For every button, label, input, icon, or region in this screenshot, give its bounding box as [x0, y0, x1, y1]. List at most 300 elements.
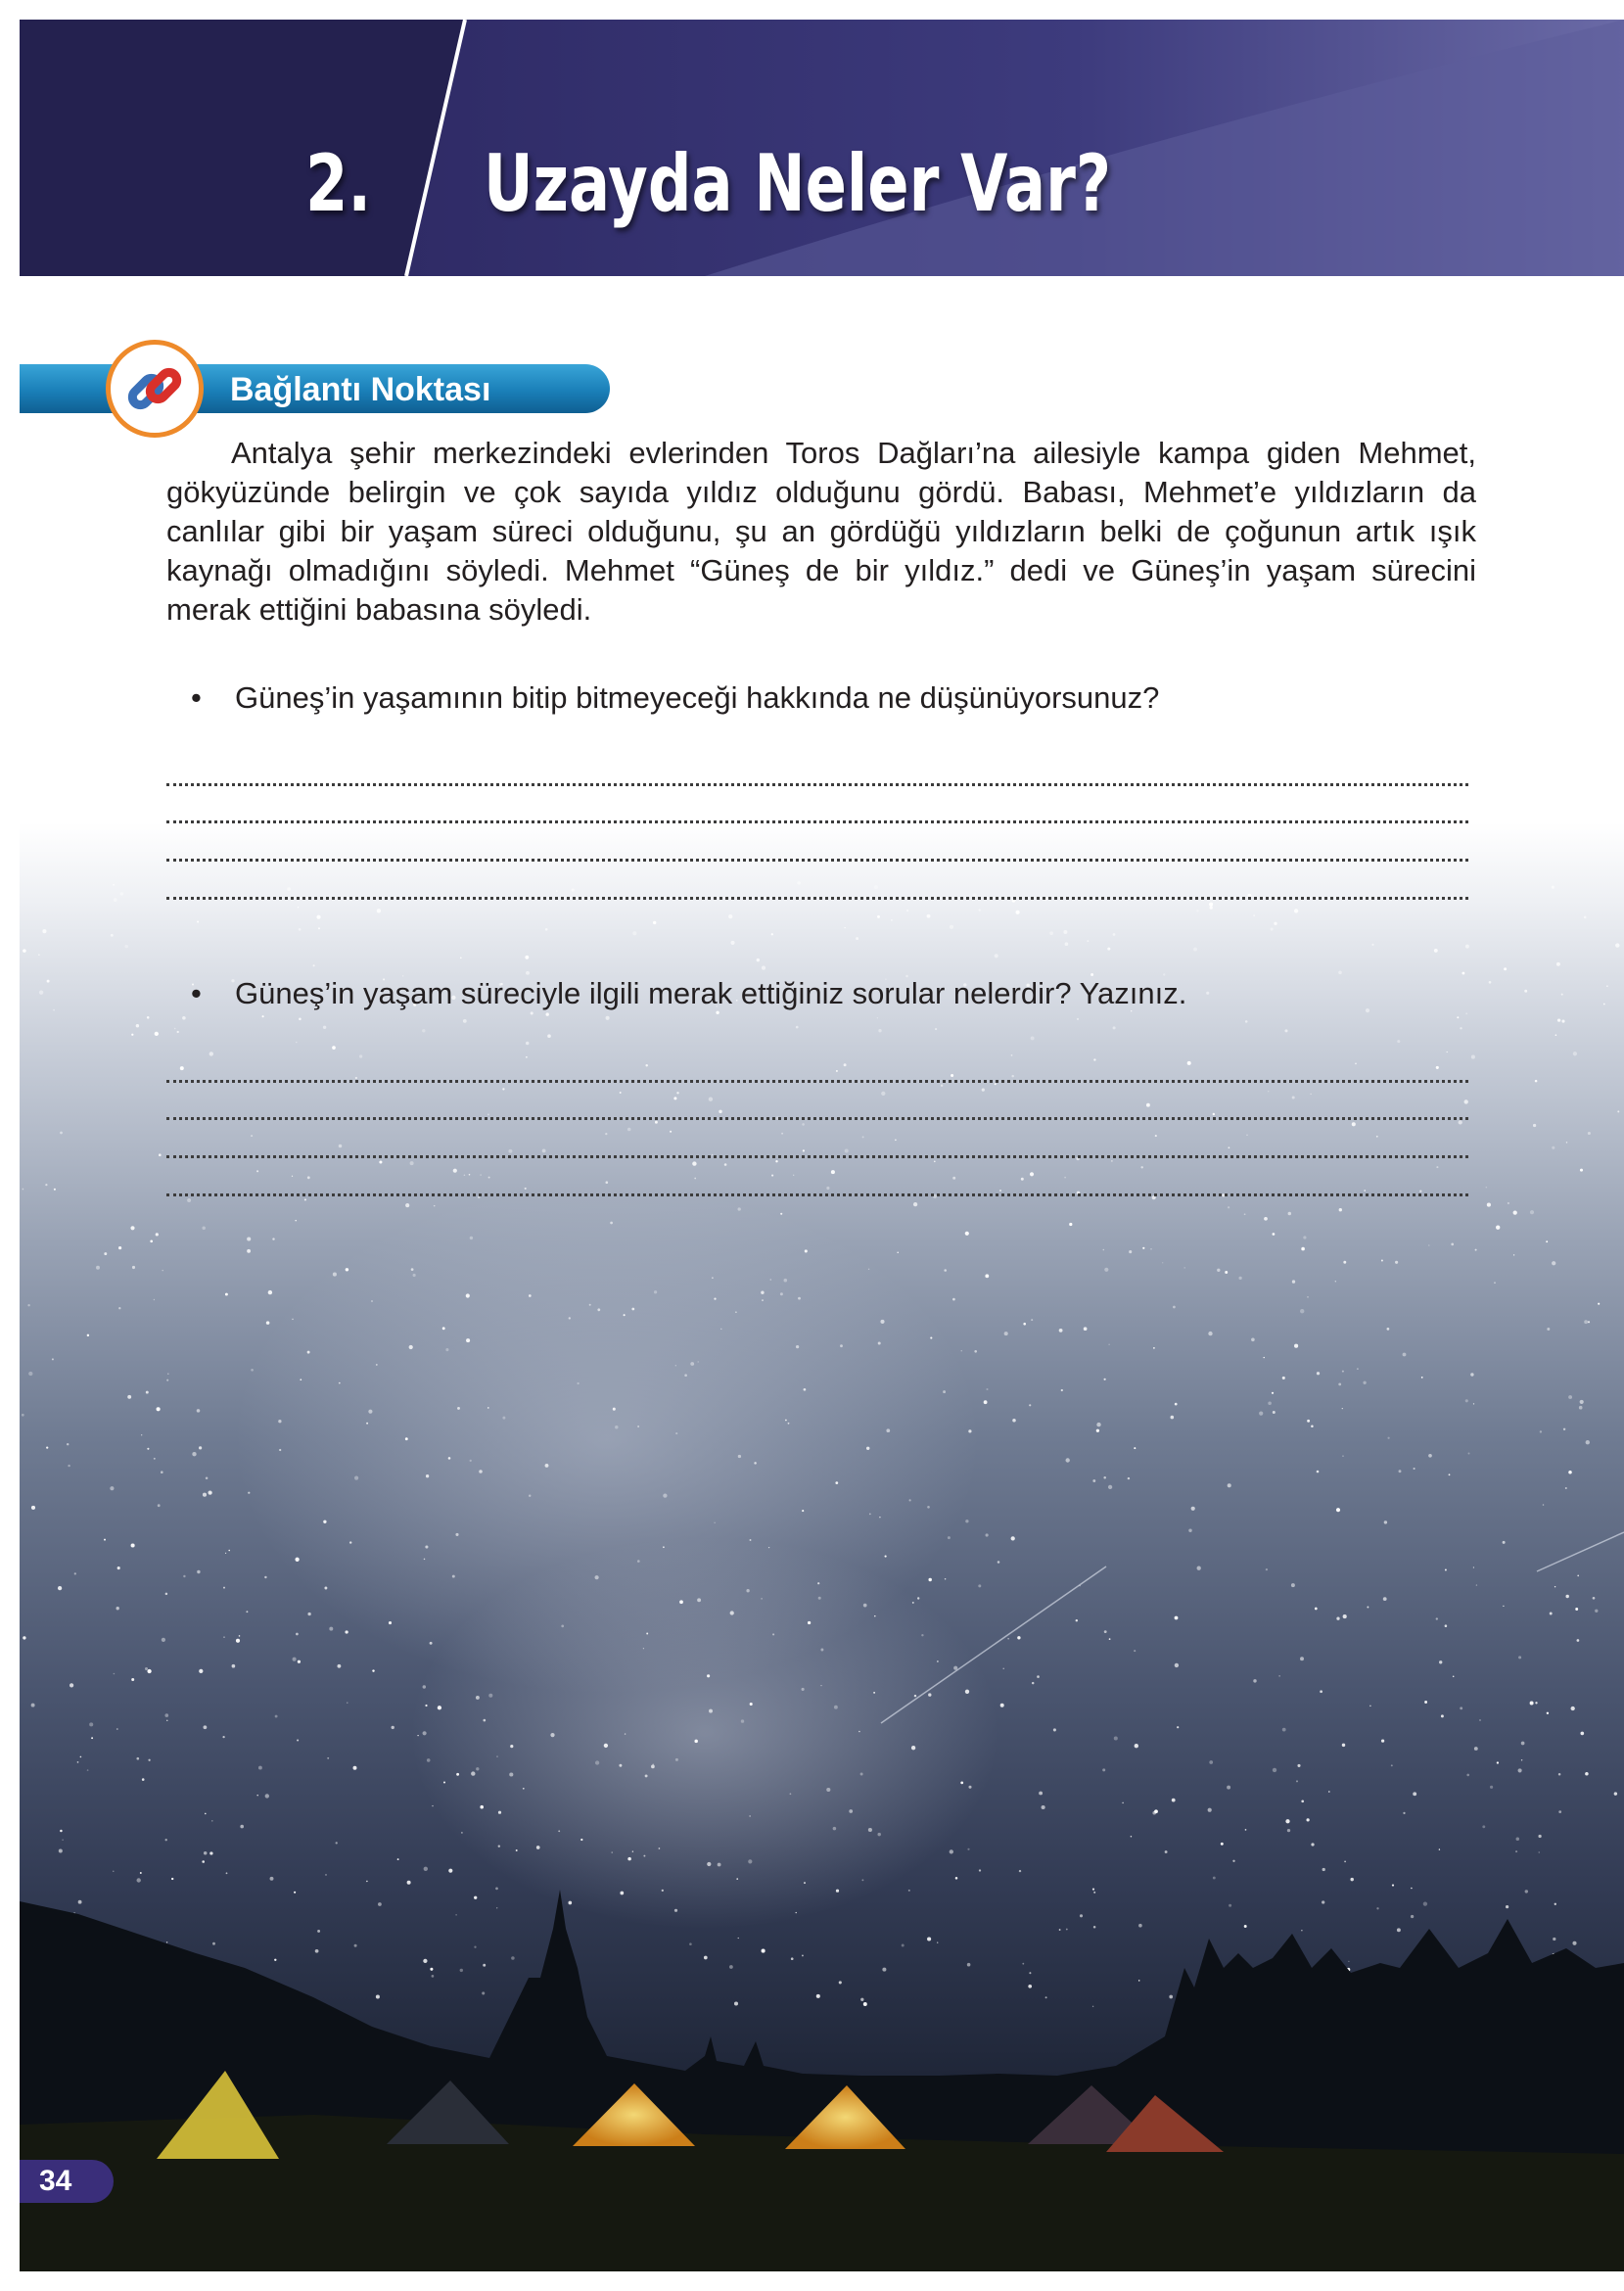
star: [1381, 1260, 1383, 1262]
star: [1268, 1091, 1269, 1092]
star: [1228, 1206, 1230, 1208]
answer-line[interactable]: [166, 1117, 1468, 1120]
star: [162, 1638, 165, 1642]
star: [202, 1227, 206, 1231]
star: [332, 1046, 336, 1050]
star: [1535, 1080, 1538, 1083]
star: [836, 1890, 839, 1893]
star: [891, 919, 893, 921]
star: [1554, 1586, 1555, 1587]
star: [1530, 1210, 1534, 1214]
star: [137, 1878, 141, 1882]
star: [979, 909, 981, 911]
star: [902, 1944, 905, 1947]
star: [1369, 1706, 1370, 1707]
star: [270, 1877, 274, 1881]
star: [124, 945, 128, 949]
star: [675, 1758, 678, 1761]
star: [653, 921, 656, 924]
star: [298, 1660, 301, 1663]
star: [155, 1032, 159, 1036]
star: [483, 1719, 486, 1722]
star: [995, 954, 998, 958]
star: [738, 1938, 739, 1939]
star: [1193, 948, 1197, 952]
star: [278, 1420, 281, 1423]
star: [1271, 927, 1274, 930]
star: [1311, 1426, 1314, 1428]
answer-line[interactable]: [166, 897, 1468, 900]
star: [1397, 1040, 1400, 1043]
star: [1524, 990, 1527, 993]
star: [516, 1849, 518, 1851]
star: [1093, 1892, 1095, 1894]
star: [1165, 1850, 1168, 1853]
star: [572, 889, 575, 892]
star: [790, 1793, 792, 1795]
star: [333, 1273, 337, 1277]
star: [690, 1362, 694, 1366]
star: [1506, 1905, 1508, 1908]
star: [1042, 1805, 1045, 1809]
star: [432, 1805, 433, 1806]
star: [212, 1942, 215, 1945]
star: [525, 1188, 527, 1190]
star: [1114, 1736, 1118, 1740]
star: [495, 1888, 498, 1891]
star: [1384, 1520, 1387, 1523]
star: [1322, 1900, 1324, 1903]
star: [1508, 1202, 1509, 1204]
star: [589, 1304, 591, 1306]
star: [266, 1321, 270, 1325]
star: [775, 1160, 777, 1162]
star: [1197, 1566, 1201, 1570]
star: [324, 1587, 327, 1590]
star: [1466, 1774, 1469, 1777]
star: [295, 1558, 299, 1562]
star: [1032, 1682, 1034, 1684]
star: [1138, 1924, 1142, 1928]
star: [798, 1297, 801, 1300]
star: [967, 1963, 971, 1967]
star: [1513, 1254, 1514, 1255]
star: [862, 1136, 864, 1138]
star: [720, 1329, 721, 1330]
star: [1138, 1980, 1140, 1982]
star: [1339, 1208, 1342, 1211]
star: [631, 1308, 634, 1311]
star: [615, 1426, 618, 1428]
star: [730, 941, 734, 945]
star: [498, 1845, 500, 1847]
star: [1460, 1027, 1462, 1029]
star: [1436, 1617, 1438, 1619]
star: [1264, 1217, 1268, 1221]
star: [1188, 1529, 1191, 1532]
star: [780, 1213, 782, 1215]
star: [345, 1630, 348, 1633]
star: [339, 1382, 341, 1384]
star: [995, 1083, 997, 1085]
star: [1264, 1357, 1265, 1358]
star: [1103, 1379, 1105, 1380]
star: [912, 1602, 914, 1604]
star: [1465, 1012, 1467, 1014]
star: [738, 1207, 741, 1210]
star: [292, 1176, 293, 1177]
star: [113, 884, 115, 886]
star: [192, 1452, 196, 1456]
star: [627, 1857, 631, 1861]
star: [293, 1658, 297, 1661]
star: [140, 1872, 142, 1874]
star: [1061, 1389, 1063, 1391]
star: [1471, 1055, 1475, 1059]
star: [1000, 1704, 1004, 1707]
star: [1292, 1280, 1295, 1283]
star: [1291, 1583, 1295, 1587]
section-header: [20, 331, 626, 448]
star: [1579, 1406, 1583, 1410]
star: [984, 1400, 988, 1404]
star: [60, 1830, 63, 1833]
star: [1011, 1054, 1013, 1056]
star: [1273, 1411, 1276, 1414]
star: [165, 1839, 167, 1841]
star: [1080, 1914, 1083, 1917]
star: [148, 1759, 150, 1761]
star: [1423, 1901, 1427, 1905]
star: [881, 1092, 885, 1096]
star: [1550, 1613, 1553, 1615]
star: [74, 1572, 76, 1574]
answer-line[interactable]: [166, 783, 1468, 786]
star: [878, 1029, 881, 1032]
star: [738, 1455, 741, 1458]
star: [423, 1685, 426, 1688]
star: [1516, 1837, 1520, 1841]
star: [448, 1869, 452, 1873]
star: [1301, 1930, 1302, 1931]
star: [38, 954, 39, 955]
star: [1162, 1262, 1163, 1263]
star: [1107, 948, 1110, 951]
star: [1007, 1638, 1008, 1639]
star: [197, 1570, 200, 1573]
star: [1232, 1860, 1234, 1862]
chain-link-icon: [106, 340, 204, 438]
star: [1059, 1929, 1061, 1931]
star: [1434, 949, 1438, 953]
answer-line[interactable]: [166, 1080, 1468, 1083]
star: [355, 1077, 357, 1079]
star: [605, 1133, 607, 1135]
star: [542, 1148, 546, 1152]
star: [1428, 1244, 1430, 1246]
star: [256, 1795, 258, 1797]
star: [1441, 1714, 1444, 1717]
star: [425, 1705, 427, 1707]
star: [768, 1547, 769, 1548]
star: [840, 1344, 843, 1347]
star: [945, 1578, 947, 1580]
star: [1603, 1004, 1605, 1005]
star: [1029, 1972, 1031, 1974]
star: [734, 2001, 738, 2005]
star: [606, 1016, 610, 1020]
star: [868, 1269, 869, 1270]
star: [863, 1604, 867, 1608]
star: [299, 928, 302, 931]
star: [1381, 1739, 1384, 1742]
star: [1413, 1792, 1416, 1796]
star: [1175, 1616, 1179, 1620]
star: [882, 1968, 886, 1972]
star: [315, 1949, 319, 1953]
star: [378, 1902, 382, 1906]
star: [1465, 1399, 1468, 1402]
star: [268, 1290, 272, 1294]
star: [697, 1598, 701, 1602]
star: [171, 1878, 173, 1880]
star: [118, 1246, 121, 1249]
star: [1092, 1479, 1095, 1482]
star: [77, 1761, 79, 1763]
star: [209, 1492, 211, 1494]
star: [965, 1520, 968, 1522]
star: [968, 1786, 971, 1789]
star: [817, 1582, 819, 1584]
star: [1229, 1146, 1230, 1148]
star: [443, 1782, 445, 1784]
star: [304, 1198, 306, 1200]
answer-line[interactable]: [166, 859, 1468, 862]
star: [960, 1782, 963, 1785]
star: [1285, 1819, 1289, 1823]
star: [1076, 1619, 1078, 1621]
star: [1615, 943, 1619, 947]
star: [643, 1855, 645, 1857]
star: [718, 1863, 721, 1867]
star: [205, 1813, 207, 1815]
star: [1343, 1261, 1346, 1264]
star: [808, 1621, 811, 1624]
star: [1363, 1381, 1366, 1384]
star: [225, 1553, 226, 1554]
star: [423, 1959, 427, 1963]
star: [610, 1222, 613, 1225]
star: [318, 927, 320, 929]
star: [240, 1825, 244, 1829]
star: [1336, 1508, 1340, 1512]
star: [247, 1249, 251, 1253]
star: [833, 1827, 837, 1831]
star: [655, 1121, 658, 1124]
star: [1563, 1428, 1565, 1430]
star: [606, 1181, 609, 1184]
star: [676, 1092, 678, 1094]
star: [164, 1713, 168, 1717]
star: [1109, 1638, 1111, 1640]
star: [1566, 1142, 1567, 1143]
star: [1187, 1061, 1191, 1065]
star: [595, 1575, 599, 1579]
star: [154, 1299, 155, 1300]
star: [147, 1016, 150, 1019]
star: [951, 1074, 953, 1077]
star: [476, 1767, 479, 1770]
star: [453, 1169, 457, 1173]
star: [712, 1277, 713, 1278]
star: [1108, 1485, 1112, 1489]
star: [1580, 1400, 1584, 1404]
star: [1348, 1961, 1349, 1962]
star: [694, 1740, 698, 1744]
star: [1245, 1829, 1247, 1831]
star: [663, 1493, 667, 1497]
star: [141, 1434, 142, 1435]
star: [1003, 1668, 1004, 1669]
star: [1251, 1337, 1255, 1341]
star: [174, 1028, 176, 1030]
star: [1122, 1802, 1124, 1804]
star: [1221, 1843, 1224, 1846]
star: [131, 1678, 134, 1681]
star: [474, 1946, 476, 1948]
star: [1064, 1177, 1066, 1179]
star: [1301, 1800, 1304, 1802]
star: [620, 1892, 624, 1895]
star: [577, 1382, 579, 1384]
star: [411, 1268, 414, 1271]
star: [845, 1148, 849, 1152]
star: [1572, 1941, 1576, 1945]
star: [944, 1269, 947, 1272]
star: [166, 1941, 167, 1942]
star: [248, 1492, 250, 1494]
star: [545, 928, 548, 931]
star: [985, 1274, 989, 1278]
star: [654, 1290, 657, 1293]
star: [430, 1642, 433, 1645]
star: [1087, 940, 1089, 942]
star: [736, 1878, 738, 1880]
star: [496, 1755, 498, 1757]
star: [820, 1685, 821, 1686]
star: [502, 1417, 505, 1420]
star: [379, 1160, 382, 1163]
star: [1571, 1707, 1575, 1710]
star: [1300, 1309, 1304, 1313]
star: [27, 1304, 29, 1306]
star: [487, 1113, 489, 1115]
star: [461, 1832, 463, 1834]
star: [1387, 1328, 1390, 1331]
star: [154, 1458, 156, 1460]
star: [1229, 1904, 1231, 1907]
star: [42, 929, 46, 933]
star: [132, 1266, 135, 1269]
star: [1294, 1344, 1298, 1348]
star: [1552, 886, 1554, 889]
star: [796, 1345, 799, 1348]
star: [663, 1546, 665, 1548]
star: [1482, 1825, 1485, 1828]
star: [197, 921, 199, 923]
star: [1209, 1760, 1213, 1764]
star: [714, 1297, 716, 1299]
star: [877, 1833, 880, 1836]
star: [1494, 1282, 1495, 1283]
answer-line[interactable]: [166, 1193, 1468, 1196]
star: [1069, 1223, 1072, 1226]
star: [1357, 1368, 1359, 1370]
star: [1387, 1437, 1389, 1439]
star: [1392, 1885, 1394, 1887]
star: [1606, 985, 1607, 986]
star: [1017, 1636, 1020, 1639]
star: [1543, 1504, 1545, 1506]
star: [295, 1220, 297, 1222]
star: [1096, 1423, 1100, 1426]
star: [116, 1607, 119, 1610]
star: [1617, 1110, 1619, 1112]
star: [1169, 1995, 1173, 1999]
star: [943, 1390, 946, 1393]
star: [839, 1981, 842, 1984]
star: [127, 1395, 131, 1399]
answer-line[interactable]: [166, 820, 1468, 823]
star: [771, 933, 773, 935]
star: [161, 1471, 163, 1473]
star: [204, 1851, 208, 1855]
star: [1245, 1020, 1248, 1023]
star: [1352, 1122, 1356, 1126]
star: [1530, 1702, 1534, 1706]
star: [442, 1327, 445, 1330]
star: [911, 1746, 915, 1750]
star: [1414, 1468, 1415, 1470]
star: [425, 1545, 428, 1548]
star: [692, 1161, 696, 1165]
star: [788, 1423, 790, 1425]
star: [781, 1133, 783, 1135]
star: [1284, 1029, 1287, 1032]
star: [877, 1017, 878, 1018]
star: [1306, 1818, 1309, 1821]
star: [1555, 1034, 1557, 1036]
star: [613, 1408, 616, 1411]
star: [59, 1848, 63, 1852]
star: [209, 1851, 212, 1854]
star: [1518, 1656, 1521, 1659]
star: [772, 1633, 774, 1635]
star: [1376, 1907, 1378, 1909]
star: [679, 1600, 683, 1604]
star: [1445, 1624, 1448, 1627]
star: [597, 1308, 600, 1311]
answer-line[interactable]: [166, 1155, 1468, 1158]
star: [349, 1541, 351, 1543]
star: [510, 1745, 513, 1748]
star: [294, 1892, 296, 1894]
star: [239, 1635, 241, 1637]
star: [287, 887, 291, 891]
star: [1476, 1584, 1477, 1585]
star: [1419, 1191, 1421, 1192]
star: [558, 1830, 560, 1832]
